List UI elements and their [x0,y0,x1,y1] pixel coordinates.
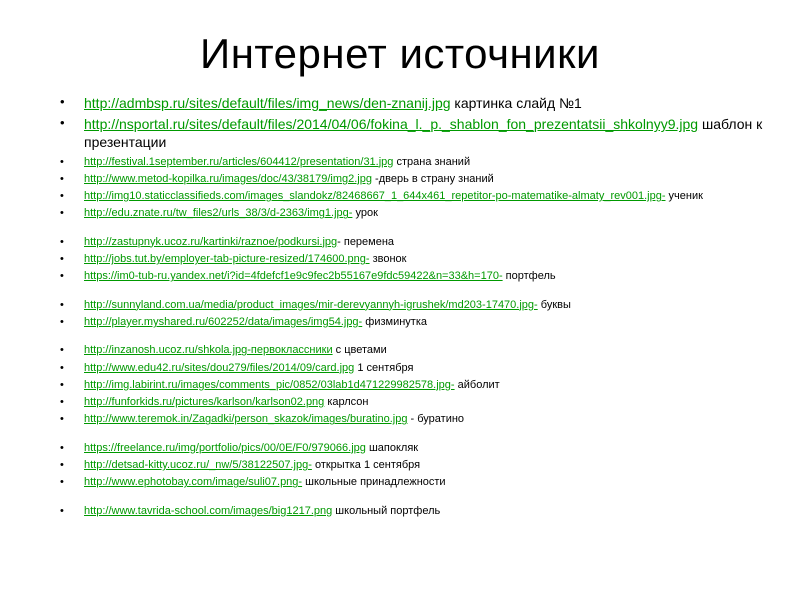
bullet-icon: • [60,459,64,472]
source-link[interactable]: http://img10.staticclassifieds.com/images_slandokz/82468667_1_644x461_repetitor-po-matematike-almaty_rev001.jpg- [84,190,666,203]
source-link[interactable]: http://www.edu42.ru/sites/dou279/files/2014/09/card.jpg [84,361,355,374]
list-item [60,155,770,169]
bullet-icon: • [60,94,65,109]
bullet-icon: • [60,378,64,391]
source-description: шаблон к презентации [84,116,763,151]
list-item [60,475,770,489]
source-description: ученик [665,190,703,203]
bullet-icon: • [60,190,64,203]
list-item [60,172,770,186]
source-description: звонок [369,253,407,266]
source-list [60,94,770,521]
source-description: портфель [502,270,556,283]
bullet-icon: • [60,207,64,220]
source-link[interactable]: http://player.myshared.ru/602252/data/images/img54.jpg- [84,315,363,328]
source-description: картинка слайд №1 [450,95,582,111]
source-link[interactable]: http://festival.1september.ru/articles/604412/presentation/31.jpg [84,155,394,168]
source-link[interactable]: http://www.tavrida-school.com/images/big1217.png [84,504,333,517]
source-link[interactable]: http://admbsp.ru/sites/default/files/img_news/den-znanij.jpg [84,95,451,111]
source-description: школьные принадлежности [302,476,446,489]
source-description: шапокляк [365,441,419,454]
source-description: страна знаний [393,155,471,168]
source-link[interactable]: http://sunnyland.com.ua/media/product_images/mir-derevyannyh-igrushek/md203-17470.jpg- [84,298,538,311]
source-link[interactable]: http://www.metod-kopilka.ru/images/doc/43/38179/img2.jpg [84,172,372,185]
source-link[interactable]: http://jobs.tut.by/employer-tab-picture-resized/174600.png- [84,253,370,266]
source-link[interactable]: http://img.labirint.ru/images/comments_pic/0852/03lab1d471229982578.jpg- [84,378,455,391]
bullet-icon: • [60,270,64,283]
source-description: айболит [454,378,500,391]
list-item [60,189,770,203]
bullet-icon: • [60,115,65,131]
slide-title: Интернет источники [200,30,600,77]
list-item [60,343,770,357]
list-item [60,315,770,329]
bullet-icon: • [60,235,64,248]
source-description: открытка 1 сентября [311,459,421,472]
source-link[interactable]: http://www.ephotobay.com/image/suli07.png- [84,476,303,489]
bullet-icon: • [60,396,64,409]
source-link[interactable]: http://zastupnyk.ucoz.ru/kartinki/raznoe/podkursi.jpg [84,235,338,248]
source-link[interactable]: http://detsad-kitty.ucoz.ru/_nw/5/38122507.jpg- [84,459,312,472]
source-link[interactable]: http://nsportal.ru/sites/default/files/2014/04/06/fokina_l._p._shablon_fon_prezentatsii_shkolnyy9.jpg [84,116,699,133]
list-item [60,269,770,283]
bullet-icon: • [60,441,64,454]
list-item [60,361,770,375]
list-item [60,441,770,455]
list-item [60,94,770,112]
source-description: буквы [537,298,571,311]
source-link[interactable]: https://im0-tub-ru.yandex.net/i?id=4fdefcf1e9c9fec2b55167e9fdc59422&n=33&h=170- [84,270,503,283]
bullet-icon: • [60,155,64,168]
bullet-icon: • [60,253,64,266]
source-description: карлсон [324,396,369,409]
bullet-icon: • [60,361,64,374]
bullet-icon: • [60,344,64,357]
list-item [60,395,770,409]
source-description: школьный портфель [332,504,441,517]
list-item [60,298,770,312]
source-description: 1 сентября [354,361,414,374]
bullet-icon: • [60,504,64,517]
source-link[interactable]: http://www.teremok.in/Zagadki/person_skazok/images/buratino.jpg [84,413,408,426]
list-item [60,115,770,151]
list-item [60,458,770,472]
bullet-icon: • [60,315,64,328]
bullet-icon: • [60,413,64,426]
source-link[interactable]: http://funforkids.ru/pictures/karlson/karlson02.png [84,396,325,409]
list-item [60,378,770,392]
source-description: -дверь в страну знаний [372,172,494,185]
list-item [60,235,770,249]
list-item [60,504,770,518]
source-description: - буратино [407,413,465,426]
bullet-icon: • [60,476,64,489]
bullet-icon: • [60,172,64,185]
source-description: физминутка [362,315,428,328]
list-item [60,252,770,266]
source-description: с цветами [332,344,387,357]
source-description: урок [352,207,378,220]
source-link[interactable]: http://edu.znate.ru/tw_files2/urls_38/3/d-2363/img1.jpg- [84,207,353,220]
list-item [60,412,770,426]
list-item [60,206,770,220]
source-link[interactable]: https://freelance.ru/img/portfolio/pics/00/0E/F0/979066.jpg [84,441,366,454]
source-link[interactable]: http://inzanosh.ucoz.ru/shkola.jpg-первоклассники [84,344,333,357]
source-description: - перемена [337,235,395,248]
bullet-icon: • [60,298,64,311]
